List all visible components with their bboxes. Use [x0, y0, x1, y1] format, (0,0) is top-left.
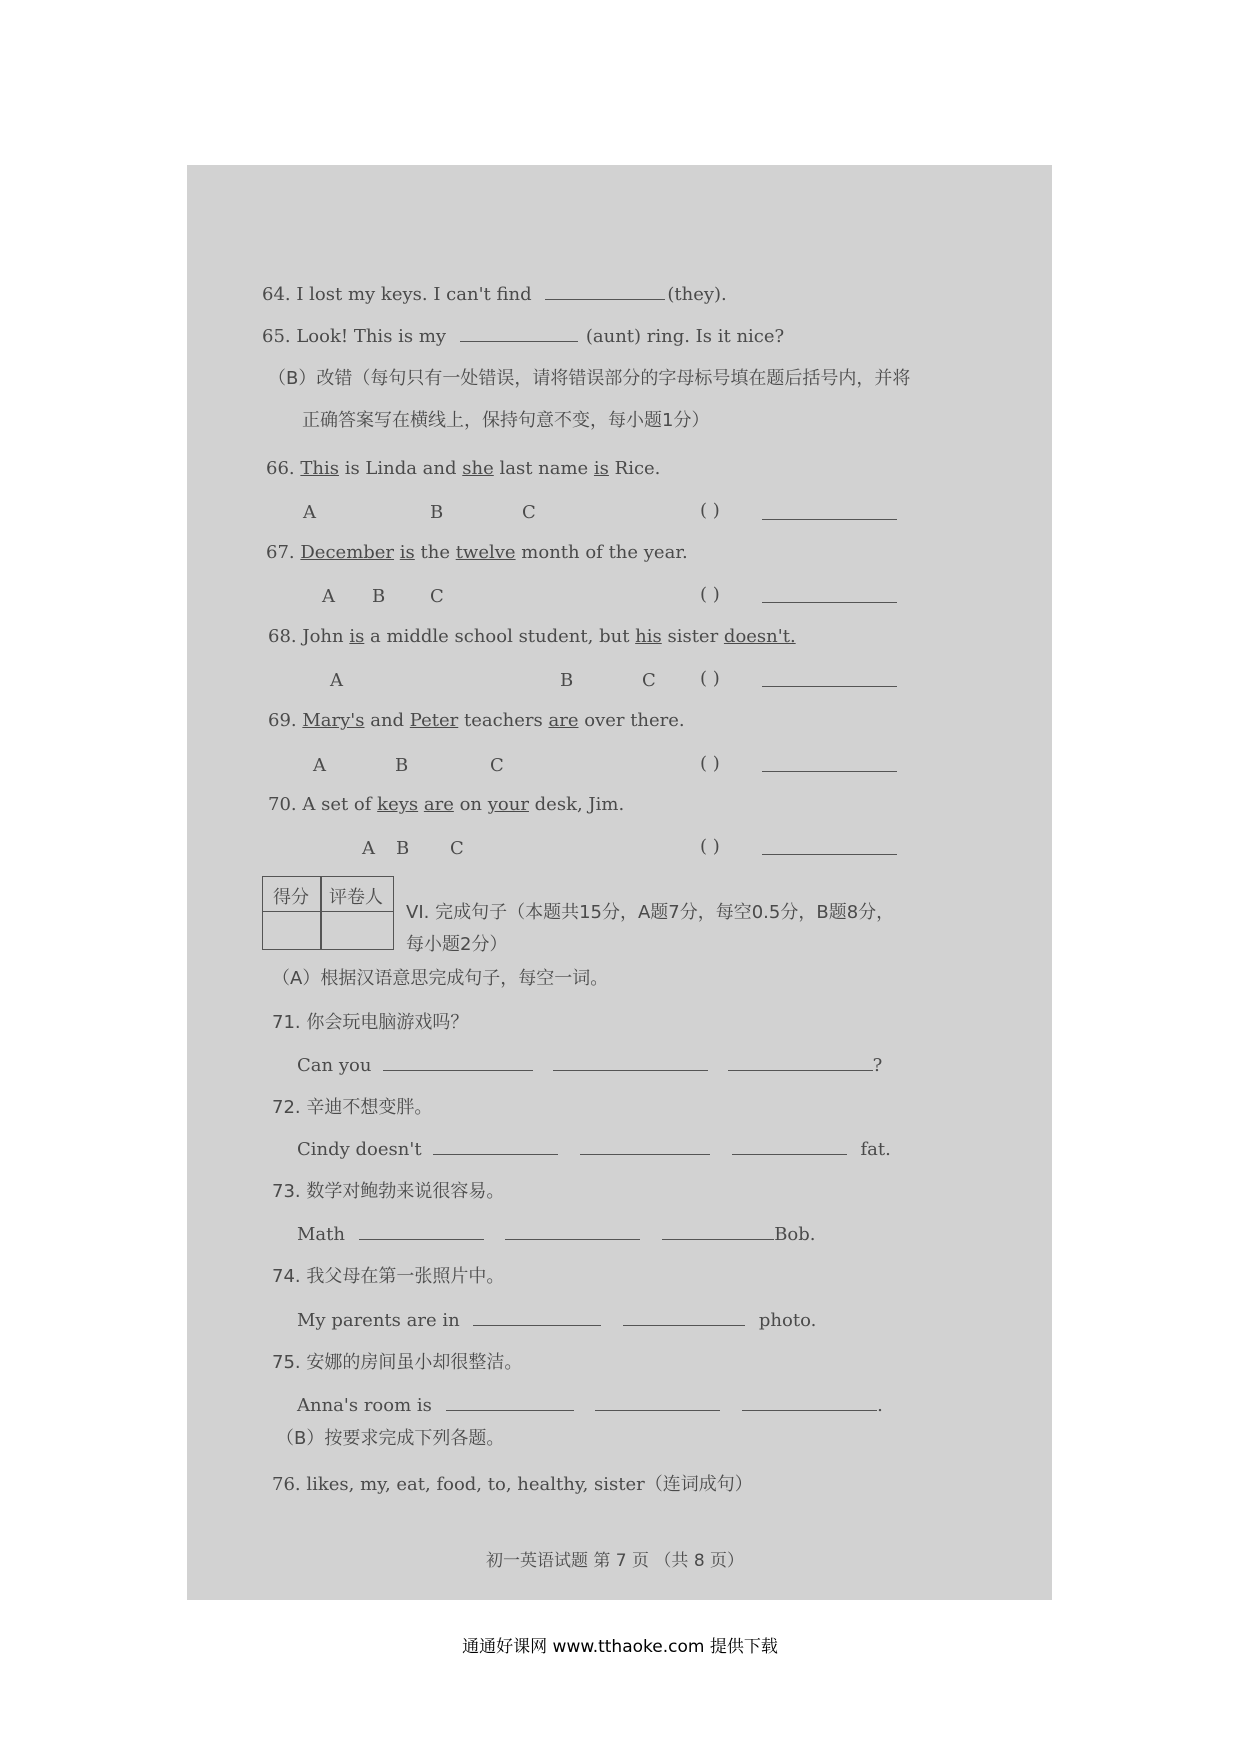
- q68-option-a-word: is: [349, 626, 365, 647]
- q65-hint: (aunt) ring. Is it nice?: [585, 326, 785, 347]
- q70-correction-blank[interactable]: [762, 840, 897, 855]
- q67-option-a-word: December: [300, 542, 395, 563]
- q70-option-a-word: keys: [377, 794, 419, 815]
- q75-blank-3[interactable]: [742, 1396, 877, 1411]
- q66-text: Rice.: [608, 458, 661, 479]
- q70-option-b-word: are: [423, 794, 454, 815]
- q67-option-b-word: is: [399, 542, 415, 563]
- q67-label-c: C: [430, 586, 444, 607]
- q73-blank-3[interactable]: [662, 1225, 774, 1240]
- q74-english: [297, 1310, 816, 1332]
- q71-blank-3[interactable]: [728, 1056, 873, 1071]
- q69-answer-paren[interactable]: ( ): [700, 753, 720, 774]
- q71-end: ?: [872, 1055, 883, 1076]
- q64-blank[interactable]: [545, 285, 665, 300]
- q69-option-c-word: are: [548, 710, 579, 731]
- section-b2-instruction: （B）按要求完成下列各题。: [276, 1428, 505, 1449]
- q74-blank-1[interactable]: [473, 1311, 601, 1326]
- q64-hint: (they).: [667, 284, 727, 305]
- q73-end: Bob.: [774, 1224, 816, 1245]
- q70-label-c: C: [450, 838, 464, 859]
- q73-chinese: 73. 数学对鲍勃来说很容易。: [272, 1181, 505, 1202]
- q70-answer-paren[interactable]: ( ): [700, 836, 720, 857]
- q71-blank-2[interactable]: [553, 1056, 708, 1071]
- question-66: [266, 458, 660, 480]
- q74-blank-2[interactable]: [623, 1311, 745, 1326]
- q69-label-c: C: [490, 755, 504, 776]
- q66-label-c: C: [522, 502, 536, 523]
- q65-text: 65. Look! This is my: [262, 326, 447, 347]
- q66-answer-paren[interactable]: ( ): [700, 500, 720, 521]
- q69-option-b-word: Peter: [409, 710, 459, 731]
- q69-text: over there.: [578, 710, 685, 731]
- score-label: 得分: [273, 887, 309, 908]
- q69-option-a-word: Mary's: [302, 710, 365, 731]
- q66-option-c-word: is: [593, 458, 609, 479]
- q68-label-c: C: [642, 670, 656, 691]
- q68-text: John: [296, 626, 350, 647]
- q74-prompt: My parents are in: [297, 1310, 460, 1331]
- score-grader-table: [262, 876, 394, 950]
- q66-option-a-word: This: [300, 458, 339, 479]
- q69-text: and: [364, 710, 410, 731]
- q73-prompt: Math: [297, 1224, 345, 1245]
- q67-option-c-word: twelve: [455, 542, 516, 563]
- q75-blank-1[interactable]: [446, 1396, 574, 1411]
- question-68: [268, 626, 796, 648]
- q68-answer-paren[interactable]: ( ): [700, 668, 720, 689]
- q66-text: is Linda and: [338, 458, 463, 479]
- q73-english: [297, 1224, 816, 1246]
- q72-end: fat.: [860, 1139, 891, 1160]
- q69-label-a: A: [313, 755, 326, 776]
- q75-end: .: [877, 1395, 883, 1416]
- q66-option-b-word: she: [462, 458, 494, 479]
- q75-english: [297, 1395, 883, 1417]
- question-76: 76. likes, my, eat, food, to, healthy, sister（连词成句）: [272, 1474, 753, 1495]
- q66-label-a: A: [303, 502, 316, 523]
- question-69: [268, 710, 685, 732]
- q72-prompt: Cindy doesn't: [297, 1139, 422, 1160]
- q75-chinese: 75. 安娜的房间虽小却很整洁。: [272, 1352, 523, 1373]
- q69-correction-blank[interactable]: [762, 757, 897, 772]
- q72-chinese: 72. 辛迪不想变胖。: [272, 1097, 433, 1118]
- q67-text: the: [414, 542, 456, 563]
- q68-number: 68.: [268, 626, 297, 647]
- q66-label-b: B: [430, 502, 444, 523]
- q67-label-a: A: [322, 586, 335, 607]
- q66-correction-blank[interactable]: [762, 505, 897, 520]
- section-a-instruction: （A）根据汉语意思完成句子，每空一词。: [272, 968, 609, 989]
- q67-number: 67.: [266, 542, 295, 563]
- section-b-instruction-line1: （B）改错（每句只有一处错误，请将错误部分的字母标号填在题后括号内，并将: [268, 368, 911, 389]
- q67-label-b: B: [372, 586, 386, 607]
- q71-blank-1[interactable]: [383, 1056, 533, 1071]
- q67-answer-paren[interactable]: ( ): [700, 584, 720, 605]
- q75-blank-2[interactable]: [595, 1396, 720, 1411]
- q72-blank-2[interactable]: [580, 1140, 710, 1155]
- q73-blank-1[interactable]: [359, 1225, 484, 1240]
- q68-option-b-word: his: [635, 626, 662, 647]
- q72-blank-1[interactable]: [433, 1140, 558, 1155]
- q68-correction-blank[interactable]: [762, 672, 897, 687]
- q66-number: 66.: [266, 458, 295, 479]
- q69-text: teachers: [458, 710, 549, 731]
- q70-text: desk, Jim.: [528, 794, 625, 815]
- q64-text: 64. I lost my keys. I can't find: [262, 284, 532, 305]
- q70-label-b: B: [396, 838, 410, 859]
- q75-prompt: Anna's room is: [297, 1395, 432, 1416]
- section-vi-title-line2: 每小题2分）: [406, 934, 508, 955]
- q70-option-c-word: your: [487, 794, 529, 815]
- q74-chinese: 74. 我父母在第一张照片中。: [272, 1266, 505, 1287]
- q69-number: 69.: [268, 710, 297, 731]
- page-number-footer: 初一英语试题 第 7 页 （共 8 页）: [486, 1551, 745, 1571]
- question-64: [262, 284, 727, 306]
- question-65: [262, 326, 784, 348]
- q71-prompt: Can you: [297, 1055, 372, 1076]
- q68-option-c-word: doesn't.: [723, 626, 796, 647]
- question-67: [266, 542, 688, 564]
- question-70: [268, 794, 624, 816]
- section-b-instruction-line2: 正确答案写在横线上，保持句意不变，每小题1分）: [302, 410, 710, 431]
- section-vi-title-line1: VI. 完成句子（本题共15分，A题7分，每空0.5分，B题8分，: [406, 902, 895, 923]
- q67-correction-blank[interactable]: [762, 588, 897, 603]
- q74-end: photo.: [758, 1310, 817, 1331]
- q72-blank-3[interactable]: [732, 1140, 847, 1155]
- q68-text: a middle school student, but: [364, 626, 636, 647]
- q70-number: 70.: [268, 794, 297, 815]
- q71-english: [297, 1055, 882, 1077]
- q68-label-b: B: [560, 670, 574, 691]
- q73-blank-2[interactable]: [505, 1225, 640, 1240]
- q70-label-a: A: [362, 838, 375, 859]
- q70-text: A set of: [296, 794, 378, 815]
- q67-text: month of the year.: [515, 542, 688, 563]
- q66-text: last name: [493, 458, 594, 479]
- q68-label-a: A: [330, 670, 343, 691]
- q70-text: on: [453, 794, 488, 815]
- q71-chinese: 71. 你会玩电脑游戏吗？: [272, 1012, 469, 1033]
- score-table-divider: [320, 877, 322, 949]
- grader-label: 评卷人: [329, 887, 383, 908]
- q69-label-b: B: [395, 755, 409, 776]
- q72-english: [297, 1139, 891, 1161]
- site-download-footer: 通通好课网 www.tthaoke.com 提供下载: [462, 1637, 778, 1657]
- q68-text: sister: [661, 626, 724, 647]
- q65-blank[interactable]: [460, 327, 578, 342]
